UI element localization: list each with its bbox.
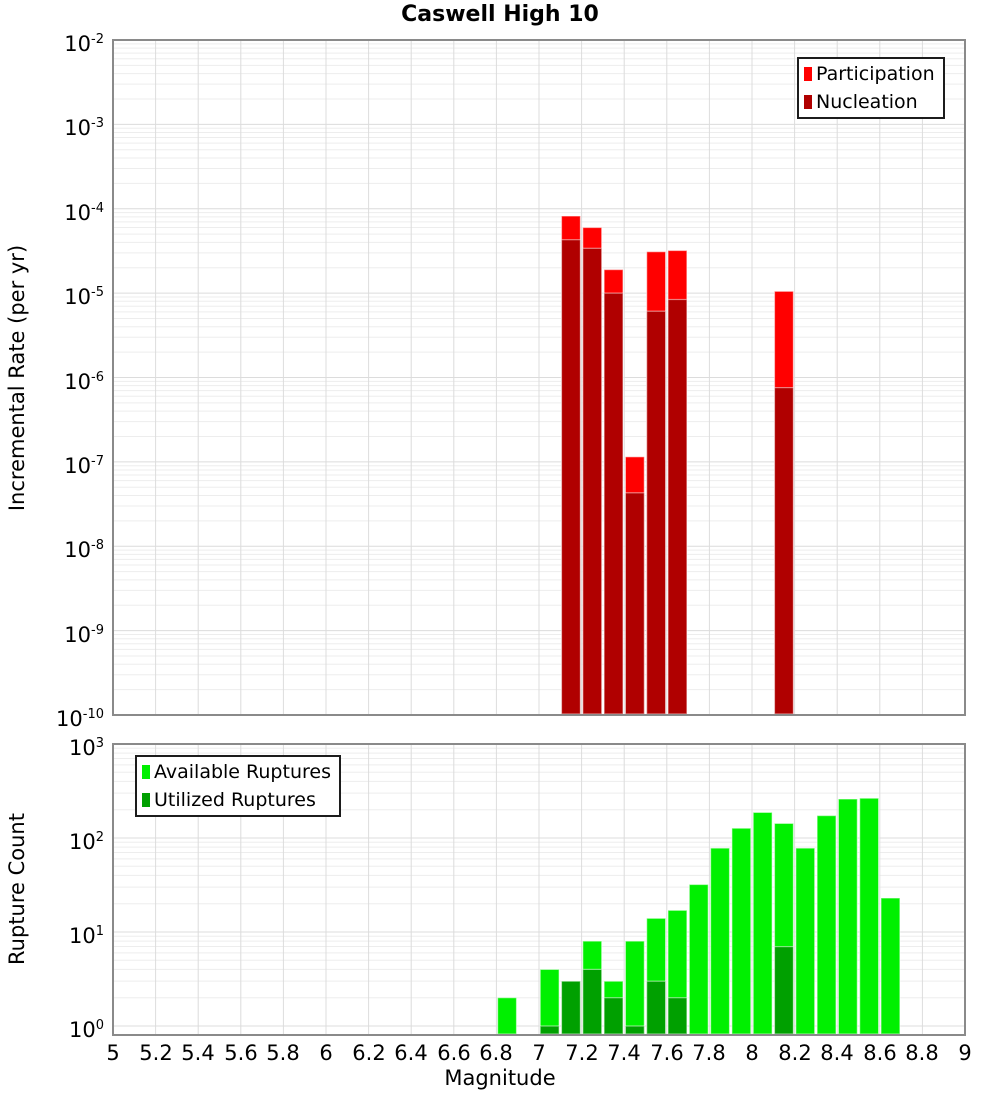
top-y-axis-label: Incremental Rate (per yr) (5, 244, 29, 512)
legend-item-available (142, 758, 331, 786)
x-tick-label: 7.2 (565, 1041, 599, 1065)
nucleation-bar (583, 248, 602, 714)
x-tick-label: 7.4 (607, 1041, 641, 1065)
utilized-bar (775, 947, 794, 1034)
available-bar (881, 898, 900, 1034)
x-tick-label: 7 (532, 1041, 546, 1065)
nucleation-bar (625, 493, 644, 714)
y-tick-label: $10^{-6}$ (64, 370, 104, 394)
nucleation-bar (647, 311, 666, 714)
legend-label-participation: Participation (816, 63, 935, 85)
legend-item-nucleation (804, 88, 935, 116)
y-tick-label: $10^{-7}$ (64, 454, 104, 478)
x-tick-label: 5.6 (224, 1041, 258, 1065)
y-tick-label: $10^0$ (68, 1018, 104, 1042)
chart-title: Caswell High 10 (401, 2, 599, 27)
utilized-bar (668, 998, 687, 1034)
y-tick-label: $10^{-5}$ (64, 285, 104, 309)
available-bar (711, 848, 730, 1034)
y-tick-label: $10^{-9}$ (64, 623, 104, 647)
x-tick-label: 5.8 (266, 1041, 300, 1065)
utilized-bar (583, 969, 602, 1034)
nucleation-bar (668, 300, 687, 715)
nucleation-bar (562, 240, 581, 714)
utilized-bar (647, 981, 666, 1034)
x-tick-label: 6 (319, 1041, 333, 1065)
x-tick-label: 5.2 (139, 1041, 173, 1065)
x-tick-label: 5.4 (181, 1041, 215, 1065)
available-bar (817, 816, 836, 1034)
x-tick-label: 8.6 (863, 1041, 897, 1065)
x-tick-label: 6.2 (352, 1041, 386, 1065)
x-tick-label: 8.2 (778, 1041, 812, 1065)
available-bar (796, 848, 815, 1034)
y-tick-label: $10^3$ (68, 736, 104, 760)
x-tick-label: 5 (106, 1041, 120, 1065)
x-tick-label: 6.4 (394, 1041, 428, 1065)
y-tick-label: $10^{-3}$ (64, 116, 104, 140)
legend-label-available: Available Ruptures (154, 761, 331, 783)
rupture-count-legend (135, 755, 341, 817)
available-bar (753, 812, 772, 1034)
legend-label-nucleation: Nucleation (816, 91, 918, 113)
available-bar (625, 941, 644, 1034)
utilized-bar (540, 1026, 559, 1034)
x-tick-label: 8.8 (905, 1041, 939, 1065)
legend-item-participation (804, 60, 935, 88)
utilized-bar (604, 998, 623, 1034)
participation-swatch-icon (804, 67, 812, 81)
available-bar (860, 798, 879, 1034)
utilized-bar (562, 981, 581, 1034)
x-tick-label: 8.4 (820, 1041, 854, 1065)
y-tick-label: $10^1$ (68, 924, 104, 948)
available-bar (732, 828, 751, 1034)
x-tick-label: 8 (745, 1041, 759, 1065)
y-tick-label: $10^{-10}$ (56, 707, 104, 731)
available-bar (838, 799, 857, 1034)
y-tick-label: $10^{-2}$ (64, 32, 104, 56)
nucleation-swatch-icon (804, 95, 812, 109)
available-swatch-icon (142, 765, 150, 779)
x-tick-label: 9 (958, 1041, 972, 1065)
utilized-swatch-icon (142, 793, 150, 807)
top-plot-gridlines (113, 40, 965, 715)
legend-label-utilized: Utilized Ruptures (154, 789, 316, 811)
bottom-y-axis-label: Rupture Count (5, 813, 29, 965)
available-bar (540, 969, 559, 1034)
x-tick-label: 6.6 (437, 1041, 471, 1065)
y-tick-label: $10^{-4}$ (64, 201, 104, 225)
x-tick-label: 7.8 (692, 1041, 726, 1065)
available-bar (498, 998, 517, 1034)
x-tick-label: 7.6 (650, 1041, 684, 1065)
x-axis-label: Magnitude (444, 1066, 556, 1090)
bottom-plot-bars (498, 798, 900, 1034)
y-tick-label: $10^2$ (68, 830, 104, 854)
legend-item-utilized (142, 786, 331, 814)
rate-legend (797, 57, 945, 119)
utilized-bar (625, 1026, 644, 1034)
nucleation-bar (775, 388, 794, 714)
nucleation-bar (604, 293, 623, 714)
x-tick-label: 6.8 (479, 1041, 513, 1065)
available-bar (689, 885, 708, 1035)
y-tick-label: $10^{-8}$ (64, 538, 104, 562)
